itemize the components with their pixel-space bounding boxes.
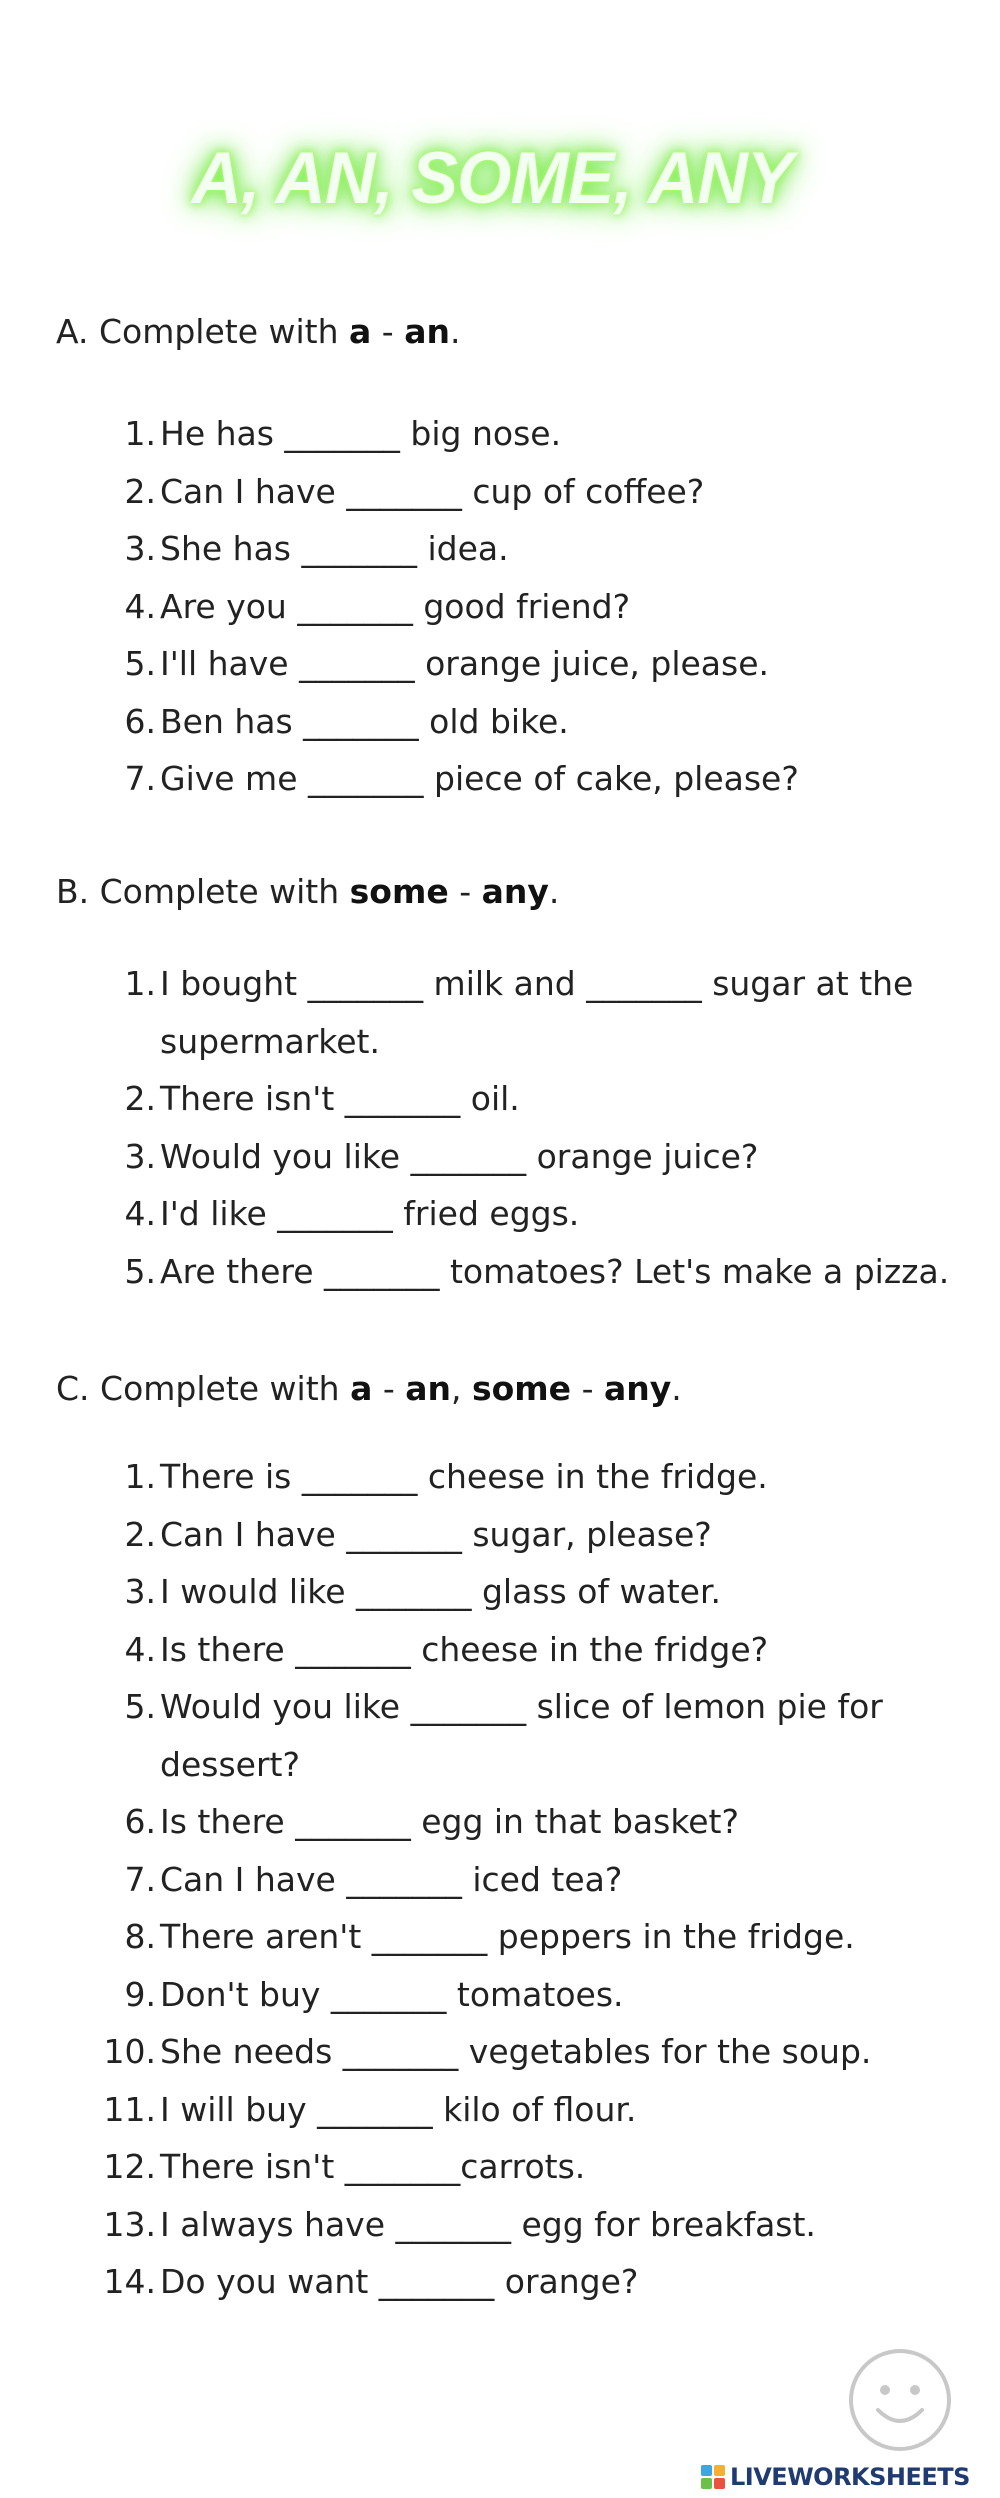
section-b-heading <box>56 872 559 912</box>
item-number: 1. <box>124 414 156 453</box>
item-text: There is _______ cheese in the fridge. <box>160 1457 768 1496</box>
item-text: Ben has _______ old bike. <box>160 701 569 741</box>
item-number: 2. <box>124 1079 156 1118</box>
item-number: 4. <box>124 1629 156 1669</box>
item-number: 3. <box>124 1572 156 1611</box>
list-item <box>0 1851 950 1909</box>
item-number: 12. <box>103 2147 156 2186</box>
section-c-comma: , <box>451 1369 472 1408</box>
section-a-separator: - <box>371 312 405 351</box>
item-text: Can I have _______ cup of coffee? <box>160 471 705 511</box>
item-text: Give me _______ piece of cake, please? <box>160 759 799 798</box>
list-item <box>0 1128 950 1186</box>
item-number: 5. <box>124 1251 156 1291</box>
item-text: Is there _______ egg in that basket? <box>160 1802 740 1841</box>
list-item <box>0 1070 950 1128</box>
item-number: 3. <box>124 1136 156 1176</box>
list-item <box>0 1563 950 1621</box>
item-text: Can I have _______ sugar, please? <box>160 1514 712 1554</box>
list-item <box>0 750 950 808</box>
item-text: There aren't _______ peppers in the fridge. <box>160 1917 855 1956</box>
section-b-word-any: any <box>481 872 549 911</box>
item-number: 1. <box>124 1457 156 1496</box>
item-number: 11. <box>103 2089 156 2129</box>
item-number: 4. <box>124 1194 156 1233</box>
section-c-list <box>0 1448 1000 2311</box>
item-number: 5. <box>124 1687 156 1726</box>
item-text: There isn't _______carrots. <box>160 2147 586 2186</box>
list-item <box>0 2138 950 2196</box>
section-c-word-a: a <box>350 1369 373 1408</box>
list-item <box>0 693 950 751</box>
item-text: Are you _______ good friend? <box>160 586 631 626</box>
list-item <box>0 1678 950 1793</box>
item-text: There isn't _______ oil. <box>160 1079 520 1118</box>
list-item <box>0 2196 950 2254</box>
section-c-word-some: some <box>471 1369 572 1408</box>
list-item <box>0 578 950 636</box>
item-text: She has _______ idea. <box>160 529 509 568</box>
list-item <box>0 2253 950 2311</box>
item-text: Don't buy _______ tomatoes. <box>160 1974 624 2014</box>
item-text: I bought _______ milk and _______ sugar at the supermarket. <box>160 964 914 1061</box>
list-item <box>0 1908 950 1966</box>
list-item <box>0 1793 950 1851</box>
list-item <box>0 463 950 521</box>
list-item <box>0 520 950 578</box>
list-item <box>0 405 950 463</box>
section-c-prefix: C. Complete with <box>56 1369 351 1408</box>
item-number: 8. <box>124 1917 156 1956</box>
item-number: 2. <box>124 1514 156 1554</box>
item-text: He has _______ big nose. <box>160 414 562 453</box>
item-number: 2. <box>124 471 156 511</box>
item-number: 3. <box>124 529 156 568</box>
list-item <box>0 1243 950 1301</box>
item-text: I'd like _______ fried eggs. <box>160 1194 580 1233</box>
list-item <box>0 1448 950 1506</box>
section-a-word-a: a <box>349 312 372 351</box>
section-c-heading <box>56 1369 682 1409</box>
item-text: I'll have _______ orange juice, please. <box>160 644 770 683</box>
section-b-list <box>0 955 1000 1300</box>
item-text: Would you like _______ orange juice? <box>160 1136 759 1176</box>
section-c-word-an: an <box>405 1369 451 1408</box>
item-number: 1. <box>124 964 156 1003</box>
section-a-word-an: an <box>404 312 450 351</box>
item-number: 9. <box>124 1974 156 2014</box>
item-text: Do you want _______ orange? <box>160 2262 639 2301</box>
item-number: 13. <box>103 2204 156 2244</box>
item-text: I always have _______ egg for breakfast. <box>160 2204 816 2244</box>
smiley-face-icon[interactable] <box>848 2348 952 2452</box>
section-b-prefix: B. Complete with <box>56 872 350 911</box>
item-number: 6. <box>124 1802 156 1841</box>
list-item <box>0 1621 950 1679</box>
item-text: Is there _______ cheese in the fridge? <box>160 1629 769 1669</box>
section-b-separator: - <box>448 872 482 911</box>
list-item <box>0 1506 950 1564</box>
item-number: 5. <box>124 644 156 683</box>
section-a-heading <box>56 312 460 352</box>
item-text: I will buy _______ kilo of flour. <box>160 2089 637 2129</box>
item-number: 7. <box>124 759 156 798</box>
item-number: 10. <box>103 2032 156 2071</box>
item-number: 4. <box>124 586 156 626</box>
section-a-prefix: A. Complete with <box>56 312 350 351</box>
list-item <box>0 1185 950 1243</box>
liveworksheets-logo[interactable] <box>700 2462 996 2492</box>
item-number: 6. <box>124 701 156 741</box>
list-item <box>0 2023 950 2081</box>
list-item <box>0 955 950 1070</box>
item-text: Are there _______ tomatoes? Let's make a pizza. <box>160 1251 950 1291</box>
section-b-word-some: some <box>349 872 449 911</box>
list-item <box>0 2081 950 2139</box>
section-a-list <box>0 405 1000 808</box>
list-item <box>0 1966 950 2024</box>
liveworksheets-logo-text: LIVEWORKSHEETS <box>730 2463 970 2491</box>
item-text: She needs _______ vegetables for the soup. <box>160 2032 872 2071</box>
section-c-separator-2: - <box>571 1369 604 1408</box>
section-b-period: . <box>548 872 560 911</box>
item-text: Can I have _______ iced tea? <box>160 1859 623 1899</box>
liveworksheets-logo-icon <box>700 2464 726 2490</box>
section-c-period: . <box>671 1369 682 1408</box>
section-c-separator: - <box>372 1369 406 1408</box>
item-text: Would you like _______ slice of lemon pie for dessert? <box>160 1687 883 1784</box>
item-text: I would like _______ glass of water. <box>160 1572 721 1611</box>
worksheet-title: A, AN, SOME, ANY <box>191 137 793 219</box>
list-item <box>0 635 950 693</box>
section-a-period: . <box>449 312 461 351</box>
item-number: 14. <box>103 2262 156 2301</box>
section-c-word-any: any <box>603 1369 672 1408</box>
item-number: 7. <box>124 1859 156 1899</box>
